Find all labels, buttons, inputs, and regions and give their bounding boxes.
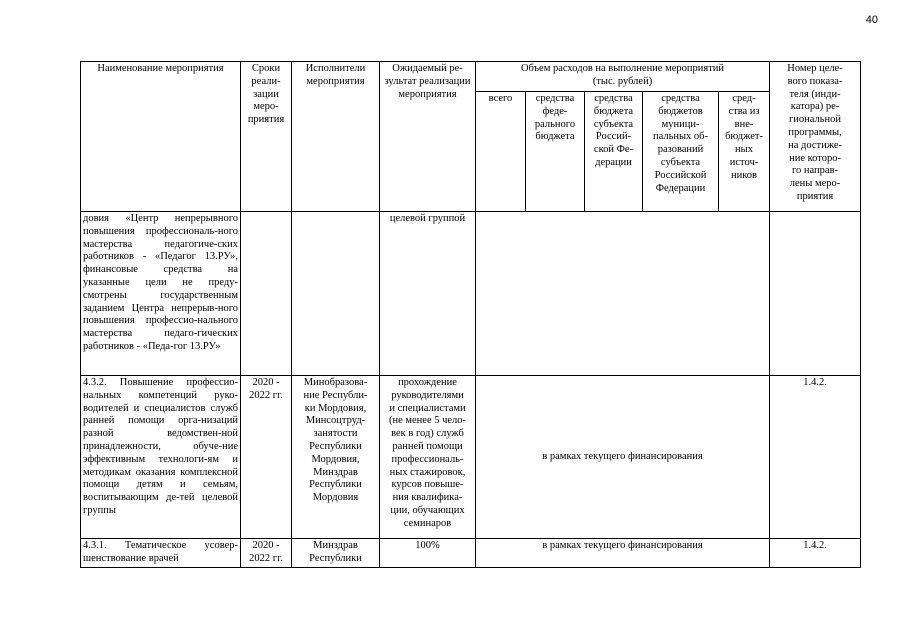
- header-expenses: Объем расходов на выполнение мероприятий (тыс. рублей): [476, 62, 770, 92]
- row-result: прохождение руководителями и специалистами (не менее 5 чело- век в год) служб ранней помощи профессиональ- ных стажировок, курсов повыше- ния квалифика- ции, обучающих семинаров: [380, 376, 476, 539]
- row-indicator: 1.4.2.: [770, 539, 861, 568]
- header-terms: Сроки реали- зации меро- приятия: [241, 62, 292, 212]
- page-number: 40: [865, 14, 878, 26]
- header-municipal: средства бюджетов муници- пальных об- разований субъекта Российской Федерации: [643, 92, 719, 212]
- row-funding: в рамках текущего финансирования: [476, 539, 770, 568]
- header-federal: средства феде- рального бюджета: [526, 92, 585, 212]
- row-executors: Минздрав Республики: [292, 539, 380, 568]
- row-funding: в рамках текущего финансирования: [476, 376, 770, 539]
- header-result: Ожидаемый ре- зультат реализации мероприятия: [380, 62, 476, 212]
- row-terms: 2020 - 2022 гг.: [241, 376, 292, 539]
- row-indicator: 1.4.2.: [770, 376, 861, 539]
- row-funding: [476, 212, 770, 376]
- row-name: довия «Центр непрерывного повышения профессиональ-ного мастерства педагогиче-ских работников - «Педагог 13.РУ», финансовые средства на указанные цели не преду-смотрены государственным заданием Центра непрерыв-ного повышения профессио-нального мастерства педаго-гических работников - «Педа-гог 13.РУ»: [81, 212, 241, 376]
- row-result: 100%: [380, 539, 476, 568]
- table-row: [81, 376, 861, 539]
- row-executors: [292, 212, 380, 376]
- header-indicator: Номер целе- вого показа- теля (инди- катора) ре- гиональной программы, на достиже- ние которо- го направ- лены меро- приятия: [770, 62, 861, 212]
- row-terms: [241, 212, 292, 376]
- row-executors: Минобразова- ние Республи- ки Мордовия, Минсоцтруд- занятости Республики Мордовия, Минздрав Республики Мордовия: [292, 376, 380, 539]
- header-subject: средства бюджета субъекта Россий- ской Фе- дерации: [585, 92, 643, 212]
- row-result: целевой группой: [380, 212, 476, 376]
- header-extrabudget: сред- ства из вне- бюджет- ных источ- ников: [719, 92, 770, 212]
- row-name: 4.3.1. Тематическое усовер-шенствование врачей: [81, 539, 241, 568]
- table-row: [81, 539, 861, 568]
- row-indicator: [770, 212, 861, 376]
- row-terms: 2020 - 2022 гг.: [241, 539, 292, 568]
- table-row: [81, 212, 861, 376]
- row-name: 4.3.2. Повышение профессио-нальных компетенций руко-водителей и специалистов служб ранней помощи орга-низаций разной ведомствен-ной принадлежности, обуче-ние эффективным технологи-ям и методикам оказания комплексной помощи детям и семьям, воспитывающим де-тей целевой группы: [81, 376, 241, 539]
- header-name: Наименование мероприятия: [81, 62, 241, 212]
- table-header-row: [81, 62, 861, 92]
- header-total: всего: [476, 92, 526, 212]
- measures-table: [80, 61, 861, 568]
- header-executors: Исполнители мероприятия: [292, 62, 380, 212]
